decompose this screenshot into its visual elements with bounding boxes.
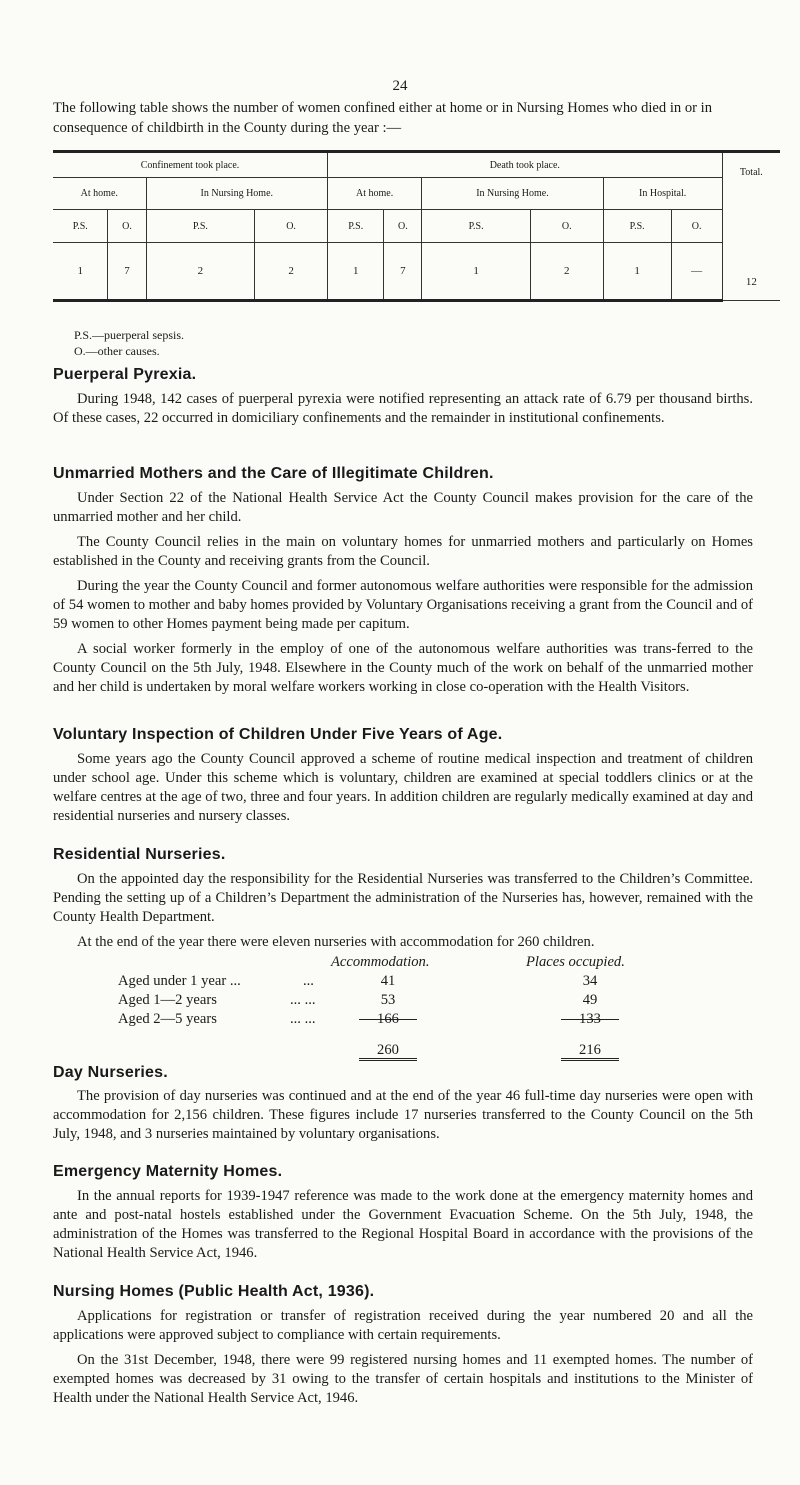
col-header-places-occupied: Places occupied.	[526, 954, 625, 970]
table-row	[118, 991, 718, 1010]
intro-paragraph: The following table shows the number of women confined either at home or in Nursing Homes who died in or in consequence of childbirth in the County during the year :—	[53, 100, 713, 136]
paragraph: At the end of the year there were eleven nurseries with accommodation for 260 children.	[77, 934, 595, 950]
paragraph: Applications for registration or transfer of registration received during the year numbered 20 and all the applications were approved subject to compliance with certain requirements.	[53, 1308, 753, 1343]
paragraph: The provision of day nurseries was continued and at the end of the year 46 full-time day nurseries were open with accommodation for 2,156 children. These figures include 17 nurseries transferred to the County Council on the 5th July, 1948, and 3 nurseries maintained by voluntary organisations.	[53, 1088, 753, 1142]
total-value: 12	[745, 276, 757, 288]
leader-dots: ... ...	[290, 992, 316, 1008]
section-unmarried-mothers	[53, 464, 753, 697]
total-occupied: 216	[579, 1042, 601, 1058]
total-double-rule	[561, 1058, 619, 1061]
paragraph: The County Council relies in the main on voluntary homes for unmarried mothers and particularly on Homes established in the County and receiving grants from the Council.	[53, 534, 753, 569]
paragraph: Under Section 22 of the National Health Service Act the County Council makes provision for the care of the unmarried mother and her child.	[53, 490, 753, 525]
table-cell: 1	[422, 243, 531, 301]
row-label: Aged under 1 year ...	[118, 973, 241, 989]
table-row	[118, 972, 718, 991]
accommodation-value: 41	[380, 973, 396, 989]
section-emergency-maternity	[53, 1162, 753, 1263]
table-cell: 1	[327, 243, 383, 301]
paragraph: A social worker formerly in the employ of one of the autonomous welfare authorities was trans-ferred to the County Council on the 5th July, 1948. Elsewhere in the County much of the work on behalf of the unmarried mother and her child is undertaken by moral welfare workers working in close co-operation with the Health Visitors.	[53, 641, 753, 695]
col-label: P.S.	[146, 210, 255, 243]
group-header-confinement: Confinement took place.	[53, 152, 327, 178]
sub-header-death-nursing: In Nursing Home.	[422, 178, 603, 210]
leader-dots: ... ...	[290, 1011, 316, 1027]
table-cell: 7	[108, 243, 146, 301]
sub-header-conf-home: At home.	[53, 178, 146, 210]
section-heading: Voluntary Inspection of Children Under Five Years of Age.	[53, 726, 503, 743]
accommodation-value: 166	[377, 1011, 399, 1027]
section-heading: Unmarried Mothers and the Care of Illegitimate Children.	[53, 465, 494, 482]
col-label: O.	[384, 210, 422, 243]
total-column	[722, 152, 780, 301]
paragraph: On the appointed day the responsibility for the Residential Nurseries was transferred to the Children’s Committee. Pending the setting up of a Children’s Department the administration of the Nurseries has, however, remained with the County Health Department.	[53, 871, 753, 925]
occupied-value: 49	[582, 992, 598, 1008]
col-header-accommodation: Accommodation.	[331, 954, 430, 970]
table-cell: —	[671, 243, 722, 301]
page-number: 24	[392, 78, 408, 94]
paragraph: During 1948, 142 cases of puerperal pyrexia were notified representing an attack rate of 6.79 per thousand births. Of these cases, 22 occurred in domiciliary confinements and the remainder in institutional confinements.	[53, 391, 753, 426]
col-label: P.S.	[603, 210, 671, 243]
accommodation-value: 53	[380, 992, 396, 1008]
paragraph: Some years ago the County Council approved a scheme of routine medical inspection and treatment of children under school age. Under this scheme which is voluntary, children are examined at special toddlers clinics or at the welfare centres at the age of two, three and four years. In addition children are regularly medically examined at day and residential nurseries and nursery classes.	[53, 751, 753, 824]
total-double-rule	[359, 1058, 417, 1061]
table-cell: 2	[255, 243, 328, 301]
section-heading: Puerperal Pyrexia.	[53, 366, 197, 383]
table-cell: 2	[530, 243, 603, 301]
col-label: O.	[671, 210, 722, 243]
occupied-value: 133	[579, 1011, 601, 1027]
col-label: O.	[255, 210, 328, 243]
section-heading: Nursing Homes (Public Health Act, 1936).	[53, 1283, 375, 1300]
note-o: O.—other causes.	[74, 344, 160, 358]
subtotal-rule	[359, 1019, 417, 1020]
paragraph: In the annual reports for 1939-1947 reference was made to the work done at the emergency maternity homes and ante and post-natal hostels established under the Government Evacuation Scheme. On the 5th July, 1948, the administration of the Homes was transferred to the Regional Hospital Board in accordance with the provisions of the National Health Service Act, 1946.	[53, 1188, 753, 1261]
leader-dots: ...	[303, 973, 314, 989]
table-cell: 1	[53, 243, 108, 301]
section-heading: Emergency Maternity Homes.	[53, 1163, 283, 1180]
row-label: Aged 2—5 years	[118, 1011, 217, 1027]
row-label: Aged 1—2 years	[118, 992, 217, 1008]
subtotal-rule	[561, 1019, 619, 1020]
occupied-value: 34	[582, 973, 598, 989]
col-label: P.S.	[327, 210, 383, 243]
accommodation-table	[118, 953, 718, 1060]
table-row	[118, 1010, 718, 1029]
sub-header-conf-nursing: In Nursing Home.	[146, 178, 327, 210]
note-ps: P.S.—puerperal sepsis.	[74, 328, 184, 342]
col-label: O.	[108, 210, 146, 243]
section-heading: Day Nurseries.	[53, 1064, 168, 1081]
paragraph: On the 31st December, 1948, there were 99 registered nursing homes and 11 exempted homes. The number of exempted homes was decreased by 31 owing to the transfer of certain hospitals and institutions to the Minister of Health under the National Health Service Act, 1946.	[53, 1352, 753, 1406]
sub-header-death-home: At home.	[327, 178, 421, 210]
table-cell: 1	[603, 243, 671, 301]
paragraph: During the year the County Council and former autonomous welfare authorities were responsible for the admission of 54 women to mother and baby homes provided by Voluntary Organisations receiving a grant from the Council and of 59 women to other Homes payment being made per capitum.	[53, 578, 753, 632]
col-label: P.S.	[53, 210, 108, 243]
sub-header-death-hospital: In Hospital.	[603, 178, 722, 210]
total-header: Total.	[739, 167, 763, 178]
accommodation-header	[118, 953, 718, 972]
maternal-deaths-table	[53, 150, 780, 302]
group-header-death: Death took place.	[327, 152, 722, 178]
total-row	[118, 1041, 718, 1060]
col-label: O.	[530, 210, 603, 243]
section-heading: Residential Nurseries.	[53, 846, 226, 863]
section-nursing-homes	[53, 1282, 753, 1408]
col-label: P.S.	[422, 210, 531, 243]
table-notes	[74, 327, 184, 359]
section-day-nurseries	[53, 1063, 753, 1144]
table-cell: 2	[146, 243, 255, 301]
section-puerperal-pyrexia	[53, 365, 753, 428]
table-cell: 7	[384, 243, 422, 301]
total-accommodation: 260	[377, 1042, 399, 1058]
section-residential-nurseries	[53, 845, 753, 952]
section-voluntary-inspection	[53, 725, 753, 826]
